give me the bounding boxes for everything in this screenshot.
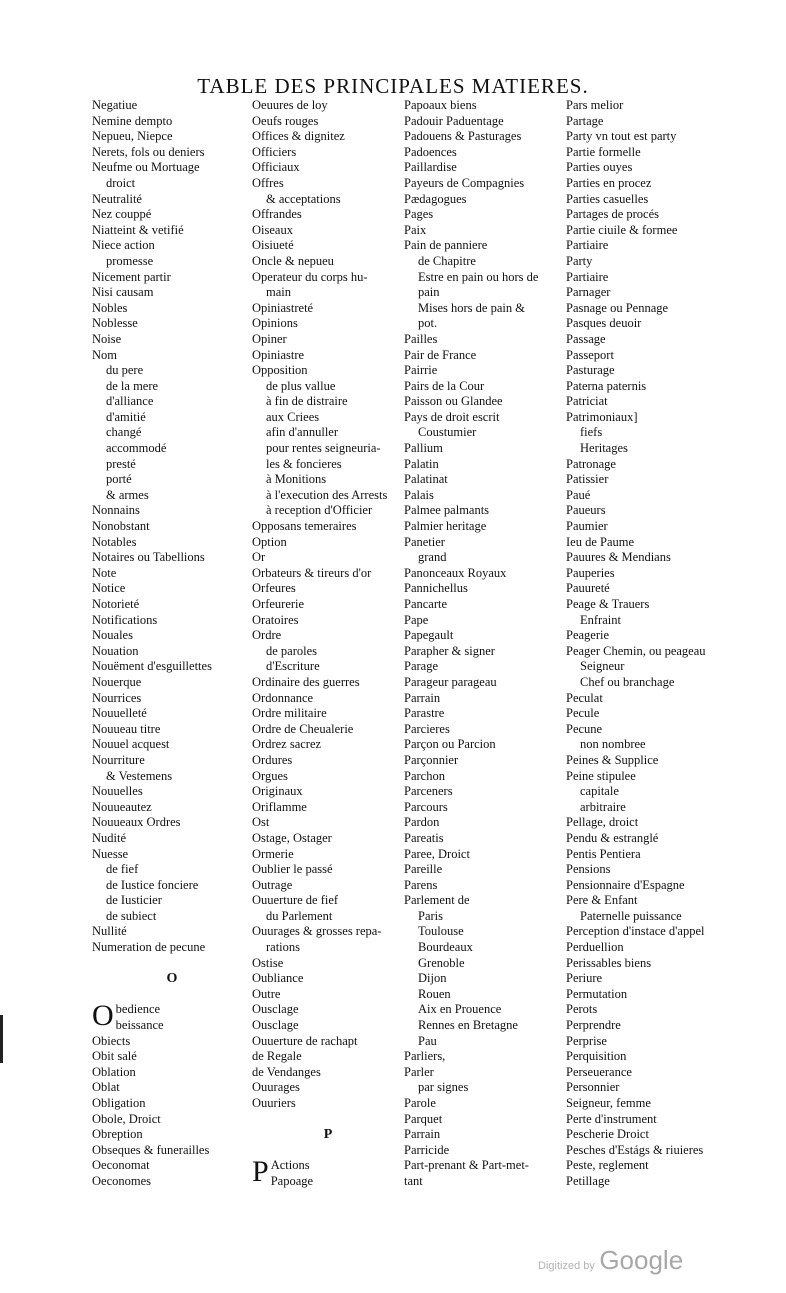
col3-entry: Aix en Prouence [418, 1002, 502, 1017]
col4-entry: Peste, reglement [566, 1158, 649, 1173]
col2-entry: Originaux [252, 784, 303, 799]
col2-entry: & acceptations [266, 191, 341, 206]
col3-entry: Palmier heritage [404, 519, 487, 534]
col4-entry: Paterna paternis [566, 378, 647, 393]
col4-entry: Pensions [566, 862, 611, 877]
col2-entry: Ouuerture de fief [252, 893, 339, 908]
col1-entry: de fief [106, 862, 139, 877]
col4-entry: capitale [580, 784, 619, 799]
col4-entry: Perissables biens [566, 955, 652, 970]
col3-entry: Parliers, [404, 1049, 446, 1064]
col2-entry: Orbateurs & tireurs d'or [252, 565, 372, 580]
col4-entry: Partage [566, 113, 604, 128]
section-heading-o: O [166, 971, 178, 987]
col3-entry: Paillardise [404, 160, 457, 175]
col4-entry: Seigneur [580, 659, 625, 674]
digitized-watermark [538, 1245, 683, 1276]
col4-entry: Paternelle puissance [580, 908, 682, 923]
col3-entry: Palais [404, 487, 434, 502]
col3-entry: grand [418, 550, 447, 565]
col2-entry: Ouurages & grosses repa- [252, 924, 382, 939]
col4-entry: Pesches d'Estágs & riuieres [566, 1142, 704, 1157]
col3-entry: Papegault [404, 628, 454, 643]
col1-entry: Nonobstant [92, 519, 150, 534]
col2-entry: rations [266, 940, 301, 955]
col1-entry: Nom [92, 347, 117, 362]
col3-entry: Palmee palmants [404, 503, 490, 518]
col2-entry: Oriflamme [252, 799, 307, 814]
col2-entry: Opinions [252, 316, 298, 331]
col1b-entry: Obiects [92, 1033, 131, 1048]
google-logo: Google [599, 1245, 684, 1275]
column-2 [252, 98, 404, 1190]
column-3 [404, 98, 564, 1190]
col2-entry: Ordinaire des guerres [252, 674, 360, 689]
col1-entry: & Vestemens [106, 768, 173, 783]
col3-entry: Pages [404, 207, 434, 222]
col1-entry: Nonnains [92, 503, 140, 518]
col1-entry: Nullité [92, 924, 127, 939]
col4-entry: Paueurs [566, 503, 606, 518]
col1-entry: Negatiue [92, 98, 138, 112]
col4-entry: Paumier [566, 519, 608, 534]
col3-entry: Parçonnier [404, 752, 459, 767]
col3-entry: tant [404, 1173, 423, 1188]
section-heading-p: P [323, 1127, 333, 1143]
col4-entry: Pentis Pentiera [566, 846, 641, 861]
col1-entry: Nerets, fols ou deniers [92, 144, 205, 159]
col1-entry: porté [106, 472, 132, 487]
col2-entry: d'Escriture [266, 659, 320, 674]
col2-entry: Orgues [252, 768, 288, 783]
col1-entry: presté [106, 456, 136, 471]
col4-entry: Perseuerance [566, 1064, 632, 1079]
col4-entry: Perots [566, 1002, 598, 1017]
col1-entry: Notice [92, 581, 126, 596]
col4-entry: Patriciat [566, 394, 608, 409]
col1-entry: d'alliance [106, 394, 154, 409]
col2-entry: Ordures [252, 752, 293, 767]
col2-entry: Oratoires [252, 612, 299, 627]
col4-entry: Passeport [566, 347, 614, 362]
col4-entry: Partiaire [566, 238, 609, 253]
col3-entry: Parrain [404, 690, 441, 705]
col1-entry: Niece action [92, 238, 155, 253]
col4-entry: Partie formelle [566, 144, 641, 159]
col4-entry: Pasturage [566, 363, 615, 378]
digitized-by-text: Digitized by [538, 1260, 595, 1272]
col2-entry: Offices & dignitez [252, 129, 345, 144]
col3-entry: par signes [418, 1080, 469, 1095]
col2-entry: de plus vallue [266, 378, 336, 393]
col2-entry: main [266, 285, 291, 300]
col4-entry: Peager Chemin, ou peageau [566, 643, 706, 658]
col1-entry: Nouation [92, 643, 139, 658]
col1-entry: Nicement partir [92, 269, 171, 284]
drop-cap-p: P [252, 1155, 269, 1189]
col1-entry: Nouerque [92, 674, 142, 689]
col2-entry: à fin de distraire [266, 394, 348, 409]
col4-entry: Pauures & Mendians [566, 550, 671, 565]
col3-entry: Pair de France [404, 347, 477, 362]
col2-entry: Opiniastre [252, 347, 305, 362]
col4-entry: Patronage [566, 456, 616, 471]
col1-entry: Nouëment d'esguillettes [92, 659, 212, 674]
col3-entry: Parage [404, 659, 439, 674]
col3-entry: Estre en pain ou hors de [418, 269, 539, 284]
col2-entry: Outre [252, 986, 281, 1001]
col2-entry: Oubliance [252, 971, 304, 986]
col2-entry: à reception d'Officier [266, 503, 373, 518]
col4-entry: Pendu & estranglé [566, 830, 659, 845]
col3-entry: Panetier [404, 534, 445, 549]
col3-entry: Paisson ou Glandee [404, 394, 503, 409]
col4-entry: Pensionnaire d'Espagne [566, 877, 685, 892]
col2-entry: Officiers [252, 144, 297, 159]
col3-entry: pain [418, 285, 440, 300]
col3-entry: Paree, Droict [404, 846, 470, 861]
col2-entry: Outrage [252, 877, 293, 892]
col2-entry: de Regale [252, 1049, 302, 1064]
col2-entry: Ordrez sacrez [252, 737, 322, 752]
col3-entry: Pareille [404, 862, 443, 877]
drop-cap-o: O [92, 999, 114, 1033]
col2-entry: Option [252, 534, 287, 549]
col1-entry: de la mere [106, 378, 159, 393]
col1-entry: Nouuelles [92, 784, 143, 799]
col1b-entry: Oeconomes [92, 1173, 152, 1188]
col2-entry: Oiseaux [252, 222, 293, 237]
col1-entry: Nouuelleté [92, 706, 147, 721]
col4-entry: Perquisition [566, 1049, 627, 1064]
col3-entry: Pays de droit escrit [404, 409, 500, 424]
col2-entry: Ouuerture de rachapt [252, 1033, 358, 1048]
col4-entry: Partages de procés [566, 207, 660, 222]
col1-entry: Nouueautez [92, 799, 152, 814]
col1-entry: promesse [106, 253, 154, 268]
col4-entry: Pecule [566, 706, 600, 721]
col4-entry: Peculat [566, 690, 603, 705]
col4-entry: Patissier [566, 472, 609, 487]
col4-entry: Parties en procez [566, 175, 652, 190]
col4-entry: Perduellion [566, 940, 624, 955]
col3-entry: Paris [418, 908, 443, 923]
col1-entry: Nobles [92, 300, 128, 315]
col3-entry: Dijon [418, 971, 447, 986]
col4-entry: Petillage [566, 1173, 610, 1188]
col4-entry: Partie ciuile & formee [566, 222, 678, 237]
col2-entry: Ordre [252, 628, 282, 643]
col1b-entry: Obole, Droict [92, 1111, 161, 1126]
col1b-entry: Oeconomat [92, 1158, 150, 1173]
col2-entry: du Parlement [266, 908, 333, 923]
col3-entry: Mises hors de pain & [418, 300, 525, 315]
col3-entry: Bourdeaux [418, 940, 473, 955]
col2-entry: Ousclage [252, 1018, 299, 1033]
col3-entry: Parole [404, 1096, 436, 1110]
col3-entry: Pareatis [404, 830, 444, 845]
col3-entry: Pairs de la Cour [404, 378, 485, 393]
col3-entry: Paix [404, 222, 427, 237]
col1-entry: Nez couppé [92, 207, 152, 222]
col4-entry: Seigneur, femme [566, 1096, 651, 1110]
col3-entry: Padouens & Pasturages [404, 129, 522, 144]
col4-entry: Partiaire [566, 269, 609, 284]
col3-entry: Palatinat [404, 472, 448, 487]
col4-entry: Pasques deuoir [566, 316, 642, 331]
col4-entry: fiefs [580, 425, 603, 440]
col1-entry: changé [106, 425, 142, 440]
col2-entry: Ostage, Ostager [252, 830, 332, 845]
col3-entry: Parricide [404, 1142, 450, 1157]
col4-entry: Perprendre [566, 1018, 621, 1033]
col2-entry: pour rentes seigneuria- [266, 441, 381, 456]
col3-entry: Panonceaux Royaux [404, 565, 507, 580]
col4-entry: Peine stipulee [566, 768, 636, 783]
page-title: TABLE DES PRINCIPALES MATIERES. [197, 74, 589, 98]
col4-entry: Periure [566, 971, 603, 986]
col2-entry: Oncle & nepueu [252, 253, 334, 268]
col4-entry: Passage [566, 331, 606, 346]
col3-entry: Pardon [404, 815, 440, 830]
col2-entry: de paroles [266, 643, 318, 658]
col2-entry: les & foncieres [266, 456, 342, 471]
col3-entry: Padoences [404, 144, 457, 159]
col1-entry: Neufme ou Mortuage [92, 160, 200, 175]
col1-entry: Nouales [92, 628, 133, 643]
col1-entry: Nisi causam [92, 285, 154, 300]
col1-entry: Nouueaux Ordres [92, 815, 181, 830]
col3-entry: Parens [404, 877, 438, 892]
col3-entry: Pancarte [404, 597, 448, 611]
col4-entry: Parties casuelles [566, 191, 649, 206]
col2-entry: Ormerie [252, 846, 294, 861]
col4-entry: Personnier [566, 1080, 620, 1095]
col1-entry: Nuesse [92, 846, 129, 861]
col3-entry: Pallium [404, 441, 443, 456]
col1-entry: droict [106, 175, 136, 190]
col1-entry: de Iustice fonciere [106, 877, 199, 892]
col4-entry: Perte d'instrument [566, 1111, 657, 1126]
col3-entry: Pannichellus [404, 581, 468, 596]
col3-entry: Parchon [404, 768, 445, 783]
col4-entry: Patrimoniaux] [566, 409, 638, 424]
col3-entry: Coustumier [418, 425, 477, 440]
col2-entry: afin d'annuller [266, 425, 339, 440]
col1-entry: Nepueu, Niepce [92, 129, 173, 144]
col2-entry: Oeuures de loy [252, 98, 328, 112]
col3-entry: Parceners [404, 784, 453, 799]
col1-entry: Notables [92, 534, 137, 549]
col3-entry: Pædagogues [404, 191, 467, 206]
col1-entry: accommodé [106, 441, 167, 456]
col2-entry: Opposans temeraires [252, 519, 357, 534]
col2-entry: Ouuriers [252, 1096, 296, 1110]
col2-entry: Officiaux [252, 160, 300, 175]
col1-entry: Note [92, 565, 117, 580]
col4-entry: Heritages [580, 441, 628, 456]
col1-entry: de subiect [106, 908, 157, 923]
col4-entry: Permutation [566, 986, 628, 1001]
col4-entry: Party vn tout est party [566, 129, 677, 144]
col1-entry: Nudité [92, 830, 127, 845]
col3-entry: Rouen [418, 986, 451, 1001]
col4-entry: Pecune [566, 721, 603, 736]
col3-entry: Pape [404, 612, 429, 627]
col4-entry: Pars melior [566, 98, 624, 112]
column-4 [566, 98, 776, 1190]
col4-entry: Perprise [566, 1033, 607, 1048]
col1b-entry: beissance [115, 1018, 164, 1033]
col2-entry: Oeufs rouges [252, 113, 319, 128]
col3-entry: Parapher & signer [404, 643, 495, 658]
col2-entry: Ost [252, 815, 270, 830]
col1-entry: Nourrices [92, 690, 142, 705]
col3-entry: Parçon ou Parcion [404, 737, 496, 752]
col1b-entry: Obreption [92, 1127, 143, 1142]
col2-entry: Orfeures [252, 581, 296, 596]
col1-entry: Noblesse [92, 316, 138, 331]
col2b-entry: Actions [270, 1158, 310, 1173]
col2-entry: Opiner [252, 331, 287, 346]
col2-entry: Opiniastreté [252, 300, 314, 315]
col3-entry: Payeurs de Compagnies [404, 175, 525, 190]
col2-entry: Oublier le passé [252, 862, 333, 877]
col1-entry: & armes [106, 487, 149, 502]
col4-entry: Enfraint [580, 612, 621, 627]
col4-entry: Paué [566, 487, 591, 502]
col3-entry: Part-prenant & Part-met- [404, 1158, 529, 1173]
col4-entry: Chef ou branchage [580, 674, 675, 689]
col2-entry: à Monitions [266, 472, 327, 487]
col2-entry: Ostise [252, 955, 284, 970]
col1-entry: de Iusticier [106, 893, 162, 908]
col3-entry: Parcieres [404, 721, 450, 736]
col4-entry: Peines & Supplice [566, 752, 659, 767]
col1-entry: d'amitié [106, 409, 146, 424]
col4-entry: arbitraire [580, 799, 626, 814]
col3-entry: de Chapitre [418, 253, 476, 268]
col3-entry: Pailles [404, 331, 438, 346]
col4-entry: Pauperies [566, 565, 615, 580]
column-1 [92, 98, 252, 1190]
col3-entry: Parquet [404, 1111, 443, 1126]
col2-entry: Ordre de Cheualerie [252, 721, 354, 736]
col3-entry: Parlement de [404, 893, 470, 908]
col1-entry: Numeration de pecune [92, 940, 206, 955]
col1-entry: Noise [92, 331, 122, 346]
col3-entry: Parcours [404, 799, 448, 814]
col2b-entry: Papoage [270, 1173, 314, 1188]
col2-entry: à l'execution des Arrests [266, 487, 388, 502]
col3-entry: Parler [404, 1064, 434, 1079]
col1-entry: Neutralité [92, 191, 142, 206]
col1-entry: Notaires ou Tabellions [92, 550, 205, 565]
col2-entry: de Vendanges [252, 1064, 321, 1079]
col3-entry: Palatin [404, 456, 439, 471]
col3-entry: Pairrie [404, 363, 438, 378]
col1b-entry: Obseques & funerailles [92, 1142, 210, 1157]
col2-entry: Ousclage [252, 1002, 299, 1017]
col2-entry: Ordre militaire [252, 706, 327, 721]
col4-entry: Party [566, 253, 593, 268]
col4-entry: Peage & Trauers [566, 597, 650, 611]
col3-entry: Parrain [404, 1127, 441, 1142]
col3-entry: Grenoble [418, 955, 465, 970]
col4-entry: Parnager [566, 285, 611, 300]
col1-entry: Nouuel acquest [92, 737, 170, 752]
col1b-entry: Oblat [92, 1080, 120, 1095]
col2-entry: Operateur du corps hu- [252, 269, 368, 284]
col3-entry: Pain de panniere [404, 238, 488, 253]
col1b-entry: bedience [115, 1002, 161, 1017]
col4-entry: Perception d'instace d'appel [566, 924, 705, 939]
col1-entry: Notorieté [92, 597, 140, 611]
col1b-entry: Obit salé [92, 1049, 137, 1064]
col2-entry: Ouurages [252, 1080, 300, 1095]
col2-entry: Ordonnance [252, 690, 314, 705]
col1b-entry: Oblation [92, 1064, 136, 1079]
col4-entry: Parties ouyes [566, 160, 633, 175]
col4-entry: Pellage, droict [566, 815, 639, 830]
col4-entry: Peagerie [566, 628, 610, 643]
col3-entry: Parastre [404, 706, 445, 721]
col2-entry: Orfeurerie [252, 597, 305, 611]
col4-entry: non nombree [580, 737, 646, 752]
col4-entry: Pauureté [566, 581, 610, 596]
col4-entry: Pasnage ou Pennage [566, 300, 669, 315]
margin-rule [0, 1015, 3, 1063]
col1-entry: Nourriture [92, 752, 145, 767]
col1-entry: Nemine dempto [92, 113, 173, 128]
col3-entry: Toulouse [418, 924, 464, 939]
col2-entry: Or [252, 550, 266, 565]
col4-entry: Pere & Enfant [566, 893, 638, 908]
col2-entry: Offrandes [252, 207, 302, 222]
col3-entry: Padouir Paduentage [404, 113, 504, 128]
col3-entry: Rennes en Bretagne [418, 1018, 518, 1033]
col4-entry: Pescherie Droict [566, 1127, 649, 1142]
col1-entry: Notifications [92, 612, 158, 627]
col2-entry: Oisiueté [252, 238, 294, 253]
col1-entry: Niatteint & vetifié [92, 222, 184, 237]
col2-entry: Opposition [252, 363, 308, 378]
col3-entry: Papoaux biens [404, 98, 477, 112]
col2-entry: aux Criees [266, 409, 320, 424]
col1b-entry: Obligation [92, 1096, 146, 1110]
col1-entry: du pere [106, 363, 144, 378]
col4-entry: Ieu de Paume [566, 534, 635, 549]
col3-entry: Parageur parageau [404, 674, 497, 689]
col3-entry: Pau [418, 1033, 437, 1048]
col2-entry: Offres [252, 175, 284, 190]
col3-entry: pot. [418, 316, 438, 331]
col1-entry: Nouueau titre [92, 721, 161, 736]
